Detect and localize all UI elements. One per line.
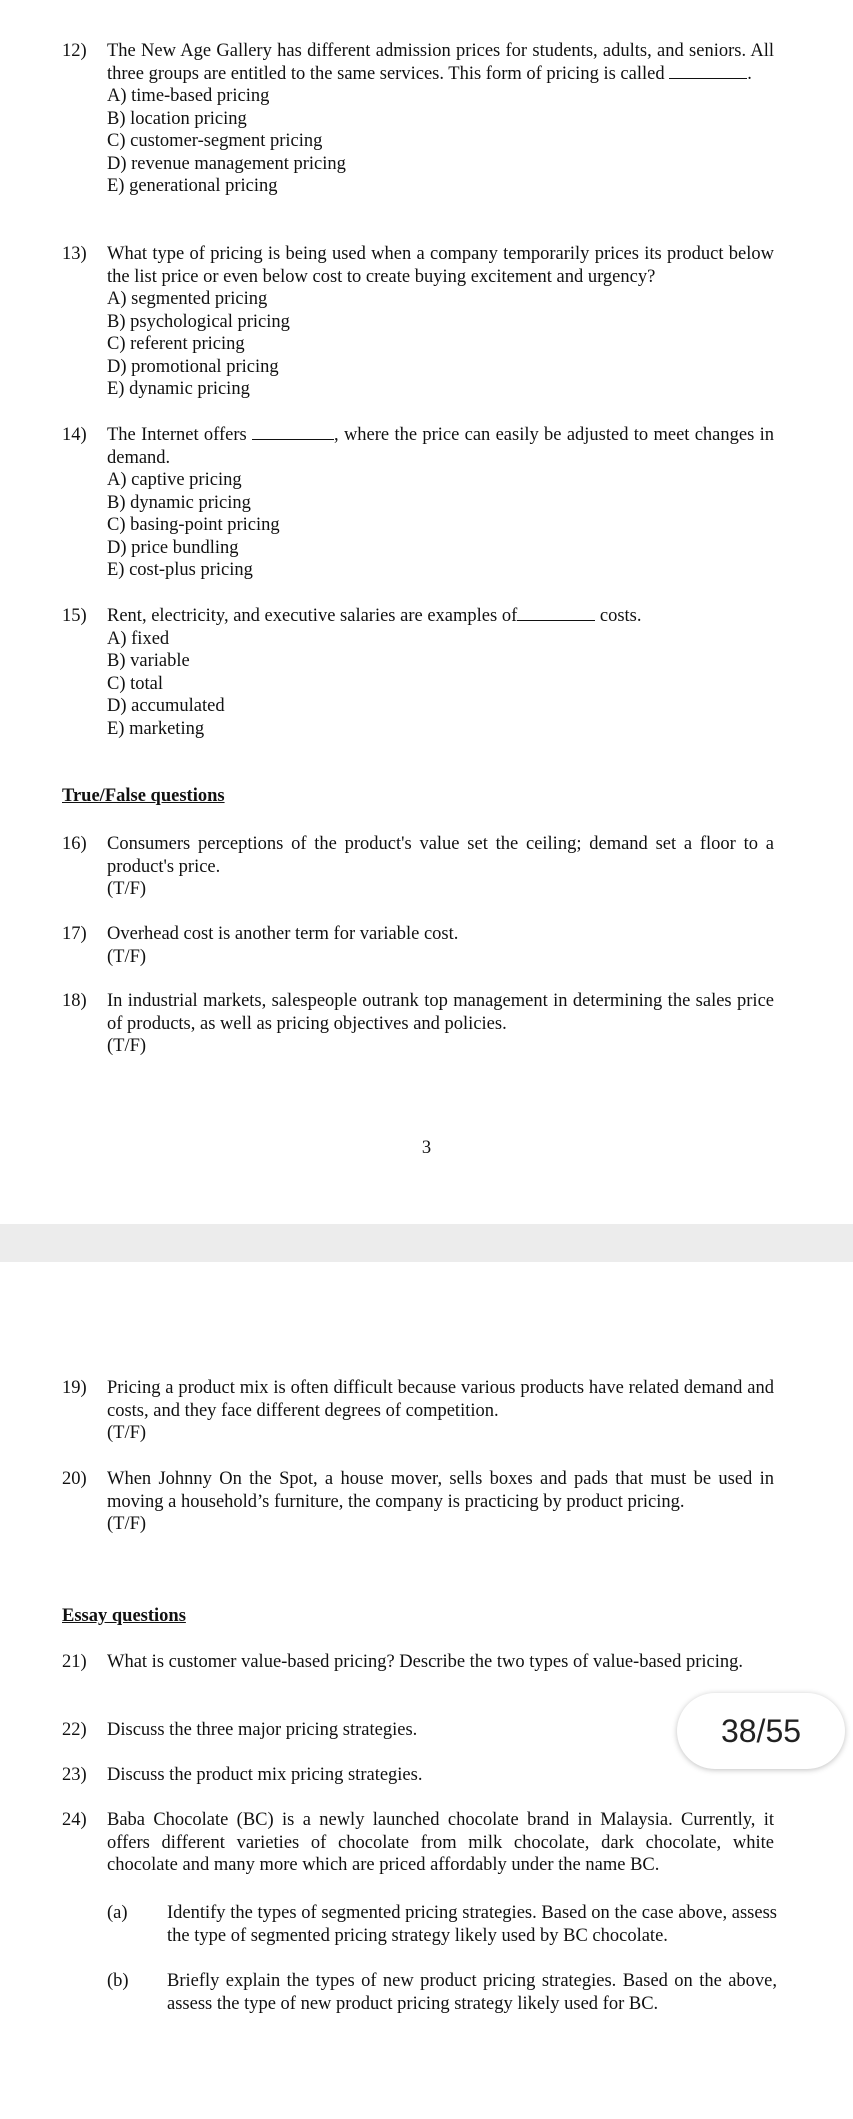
question-number: 14) xyxy=(62,425,87,445)
question-number: 17) xyxy=(62,924,87,944)
question-stem: Discuss the three major pricing strategies. xyxy=(107,1720,418,1740)
question-stem: Baba Chocolate (BC) is a newly launched chocolate brand in Malaysia. Currently, it offers different varieties of chocolate from milk chocolate, dark chocolate, white chocolate and many more which are priced affordably under the name BC. xyxy=(107,1810,774,1875)
question-17 xyxy=(62,923,774,968)
answer-blank xyxy=(669,64,747,79)
question-number: 13) xyxy=(62,244,87,264)
question-stem: What is customer value-based pricing? Describe the two types of value-based pricing. xyxy=(107,1652,743,1672)
question-13 xyxy=(62,243,774,401)
question-number: 20) xyxy=(62,1469,87,1489)
option: A) captive pricing xyxy=(107,470,242,490)
question-stem: Rent, electricity, and executive salaries are examples of costs. xyxy=(107,606,642,626)
question-stem: The Internet offers , where the price can easily be adjusted to meet changes in demand. xyxy=(107,425,774,468)
true-false-marker: (T/F) xyxy=(107,1423,147,1443)
option: E) dynamic pricing xyxy=(107,379,250,399)
question-14 xyxy=(62,424,774,582)
option: C) referent pricing xyxy=(107,334,245,354)
page-number: 3 xyxy=(421,1138,432,1158)
option: B) psychological pricing xyxy=(107,311,290,332)
answer-blank xyxy=(517,606,595,621)
page-counter-badge[interactable]: 38/55 xyxy=(677,1693,845,1769)
question-23 xyxy=(62,1764,774,1787)
option: E) generational pricing xyxy=(107,176,278,196)
true-false-heading: True/False questions xyxy=(62,786,225,806)
true-false-marker: (T/F) xyxy=(107,1514,147,1534)
question-number: 15) xyxy=(62,606,87,626)
question-stem: The New Age Gallery has different admission prices for students, adults, and seniors. All three groups are entitled to the same services. This form of pricing is called . xyxy=(107,41,774,84)
essay-heading: Essay questions xyxy=(62,1606,186,1626)
question-24a xyxy=(107,1902,777,1947)
option: B) variable xyxy=(107,651,190,671)
option: C) customer-segment pricing xyxy=(107,131,323,151)
question-stem: Consumers perceptions of the product's value set the ceiling; demand set a floor to a product's price. xyxy=(107,834,774,877)
option: D) price bundling xyxy=(107,537,239,558)
question-number: 23) xyxy=(62,1765,87,1785)
option: C) total xyxy=(107,673,164,694)
question-stem: What type of pricing is being used when a company temporarily prices its product below the list price or even below cost to create buying excitement and urgency? xyxy=(107,244,774,287)
option: E) marketing xyxy=(107,718,205,739)
question-stem: Discuss the product mix pricing strategies. xyxy=(107,1765,423,1785)
question-15 xyxy=(62,605,774,740)
question-number: 12) xyxy=(62,41,87,61)
option: D) promotional pricing xyxy=(107,356,279,377)
sub-question-label: (b) xyxy=(107,1971,129,1991)
option: D) accumulated xyxy=(107,696,225,716)
option: C) basing-point pricing xyxy=(107,515,280,535)
question-21 xyxy=(62,1651,774,1674)
question-stem: When Johnny On the Spot, a house mover, sells boxes and pads that must be used in moving a household’s furniture, the company is practicing by product pricing. xyxy=(107,1469,774,1512)
option: E) cost-plus pricing xyxy=(107,560,253,580)
question-20 xyxy=(62,1468,774,1536)
question-number: 16) xyxy=(62,834,87,854)
question-22 xyxy=(62,1719,774,1742)
question-12 xyxy=(62,40,774,198)
option: A) fixed xyxy=(107,628,170,649)
question-stem: Pricing a product mix is often difficult because various products have related demand and costs, and they face different degrees of competition. xyxy=(107,1378,774,1421)
question-19 xyxy=(62,1377,774,1445)
option: B) dynamic pricing xyxy=(107,492,251,513)
option: A) time-based pricing xyxy=(107,86,270,106)
question-number: 21) xyxy=(62,1652,87,1672)
question-number: 18) xyxy=(62,991,87,1011)
sub-question-text: Briefly explain the types of new product pricing strategies. Based on the above, assess the type of new product pricing strategy likely used for BC. xyxy=(167,1971,777,2014)
question-number: 22) xyxy=(62,1720,87,1740)
question-16 xyxy=(62,833,774,901)
question-24 xyxy=(62,1809,774,1877)
question-stem: Overhead cost is another term for variable cost. xyxy=(107,924,459,944)
question-24b xyxy=(107,1970,777,2015)
option: A) segmented pricing xyxy=(107,289,268,309)
option: B) location pricing xyxy=(107,108,247,129)
question-18 xyxy=(62,990,774,1058)
answer-blank xyxy=(252,425,334,440)
true-false-marker: (T/F) xyxy=(107,879,147,899)
question-stem: In industrial markets, salespeople outrank top management in determining the sales price of products, as well as pricing objectives and policies. xyxy=(107,991,774,1034)
true-false-marker: (T/F) xyxy=(107,946,147,967)
page-gap xyxy=(0,1224,853,1262)
question-number: 24) xyxy=(62,1810,87,1830)
true-false-marker: (T/F) xyxy=(107,1036,147,1056)
option: D) revenue management pricing xyxy=(107,153,346,174)
question-number: 19) xyxy=(62,1378,87,1398)
sub-question-text: Identify the types of segmented pricing strategies. Based on the case above, assess the type of segmented pricing strategy likely used by BC chocolate. xyxy=(167,1903,777,1946)
sub-question-label: (a) xyxy=(107,1903,128,1923)
